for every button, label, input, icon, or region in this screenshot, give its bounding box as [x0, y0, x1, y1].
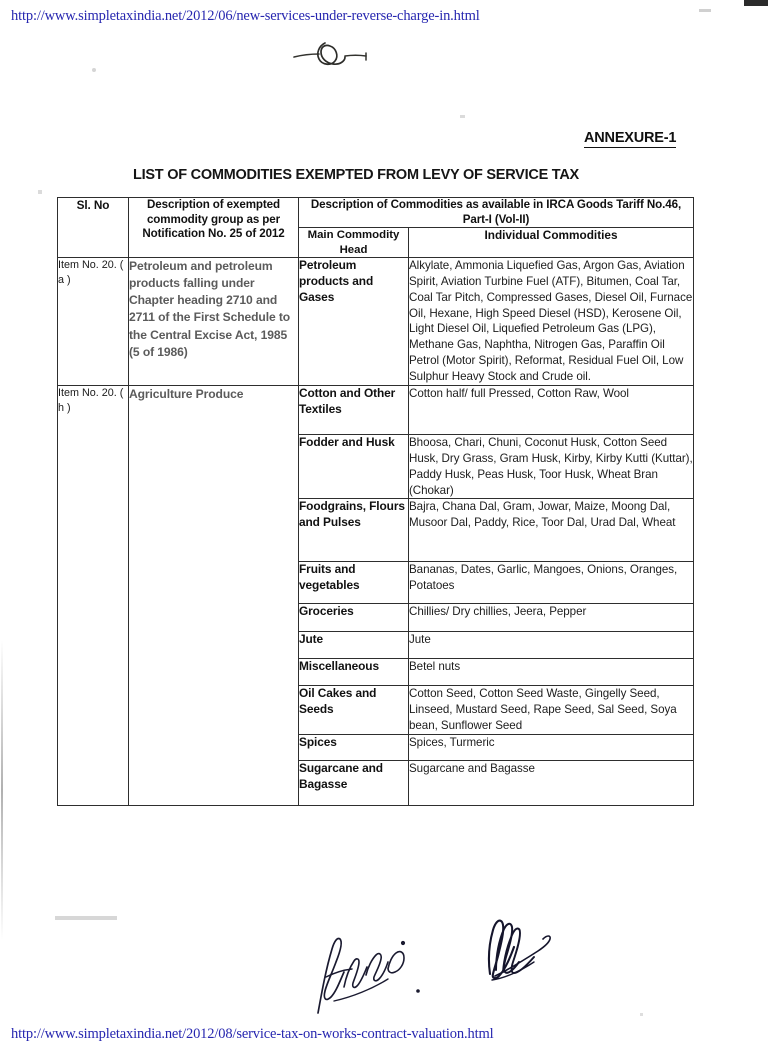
cell-main-commodity-head: Foodgrains, Flours and Pulses	[299, 499, 409, 562]
cell-main-commodity-head: Groceries	[299, 604, 409, 632]
cell-sl-no: Item No. 20. ( h )	[58, 385, 129, 805]
column-header-main-commodity-head: Main Commodity Head	[299, 228, 409, 258]
cell-individual-commodities: Alkylate, Ammonia Liquefied Gas, Argon Gas, Aviation Spirit, Aviation Turbine Fuel (ATF), Bitumen, Coal Tar, Coal Tar Pitch, Compressed Gases, Diesel Oil, Furnace Oil, Hexane, High Speed Diesel (HSD), Kerosene Oil, Light Diesel Oil, Liquefied Petroleum Gas (LPG), Methane Gas, Naphtha, Nitrogen Gas, Paraffin Oil Petrol (Motor Spirit), Reformat, Residual Fuel Oil, Low Sulphur Heavy Stock and Crude oil.	[409, 257, 694, 385]
cell-main-commodity-head: Sugarcane and Bagasse	[299, 761, 409, 806]
cell-main-commodity-head: Oil Cakes and Seeds	[299, 686, 409, 735]
cell-individual-commodities: Chillies/ Dry chillies, Jeera, Pepper	[409, 604, 694, 632]
cell-main-commodity-head: Fodder and Husk	[299, 434, 409, 499]
scan-speck	[92, 68, 96, 72]
cell-individual-commodities: Spices, Turmeric	[409, 735, 694, 761]
source-url-bottom[interactable]: http://www.simpletaxindia.net/2012/08/service-tax-on-works-contract-valuation.html	[11, 1026, 494, 1042]
commodities-table-wrapper	[57, 197, 693, 806]
handwritten-mark-icon	[288, 34, 388, 76]
table-header-row-1	[58, 198, 694, 228]
scan-speck	[640, 1013, 643, 1016]
cell-individual-commodities: Sugarcane and Bagasse	[409, 761, 694, 806]
scan-speck	[460, 115, 465, 118]
column-header-commodities-group: Description of Commodities as available in IRCA Goods Tariff No.46, Part-I (Vol-II)	[299, 198, 694, 228]
cell-individual-commodities: Cotton Seed, Cotton Seed Waste, Gingelly Seed, Linseed, Mustard Seed, Rape Seed, Sal Seed, Soya bean, Sunflower Seed	[409, 686, 694, 735]
cell-main-commodity-head: Miscellaneous	[299, 659, 409, 686]
cell-main-commodity-head: Spices	[299, 735, 409, 761]
cell-individual-commodities: Bajra, Chana Dal, Gram, Jowar, Maize, Moong Dal, Musoor Dal, Paddy, Rice, Toor Dal, Urad Dal, Wheat	[409, 499, 694, 562]
table-row	[58, 385, 694, 434]
signature-right-icon	[462, 912, 572, 997]
signature-left-icon	[300, 925, 430, 1020]
cell-main-commodity-head: Fruits and vegetables	[299, 562, 409, 604]
scan-speck	[38, 190, 42, 194]
cell-individual-commodities: Bananas, Dates, Garlic, Mangoes, Onions, Oranges, Potatoes	[409, 562, 694, 604]
cell-main-commodity-head: Cotton and Other Textiles	[299, 385, 409, 434]
column-header-exempted-group: Description of exempted commodity group as per Notification No. 25 of 2012	[129, 198, 299, 258]
cell-main-commodity-head: Petroleum products and Gases	[299, 257, 409, 385]
table-body	[58, 257, 694, 805]
page-title: LIST OF COMMODITIES EXEMPTED FROM LEVY OF SERVICE TAX	[133, 167, 579, 183]
cell-exempted-group: Petroleum and petroleum products falling under Chapter heading 2710 and 2711 of the First Schedule to the Central Excise Act, 1985 (5 of 1986)	[129, 257, 299, 385]
table-row	[58, 257, 694, 385]
column-header-sl-no: Sl. No	[58, 198, 129, 258]
column-header-individual-commodities: Individual Commodities	[409, 228, 694, 258]
source-url-top[interactable]: http://www.simpletaxindia.net/2012/06/new-services-under-reverse-charge-in.html	[11, 8, 480, 24]
scan-speck	[55, 916, 117, 920]
cell-individual-commodities: Bhoosa, Chari, Chuni, Coconut Husk, Cotton Seed Husk, Dry Grass, Gram Husk, Kirby, Kirby Kutti (Kuttar), Paddy Husk, Peas Husk, Toor Husk, Wheat Bran (Chokar)	[409, 434, 694, 499]
commodities-table	[57, 197, 694, 806]
cell-individual-commodities: Cotton half/ full Pressed, Cotton Raw, Wool	[409, 385, 694, 434]
scan-edge-artifact-left	[1, 640, 3, 940]
cell-main-commodity-head: Jute	[299, 632, 409, 659]
scan-speck	[699, 9, 711, 12]
cell-sl-no: Item No. 20. ( a )	[58, 257, 129, 385]
scan-artifact-top-right	[744, 0, 768, 6]
cell-individual-commodities: Jute	[409, 632, 694, 659]
cell-exempted-group: Agriculture Produce	[129, 385, 299, 805]
annexure-label: ANNEXURE-1	[584, 130, 677, 146]
cell-individual-commodities: Betel nuts	[409, 659, 694, 686]
